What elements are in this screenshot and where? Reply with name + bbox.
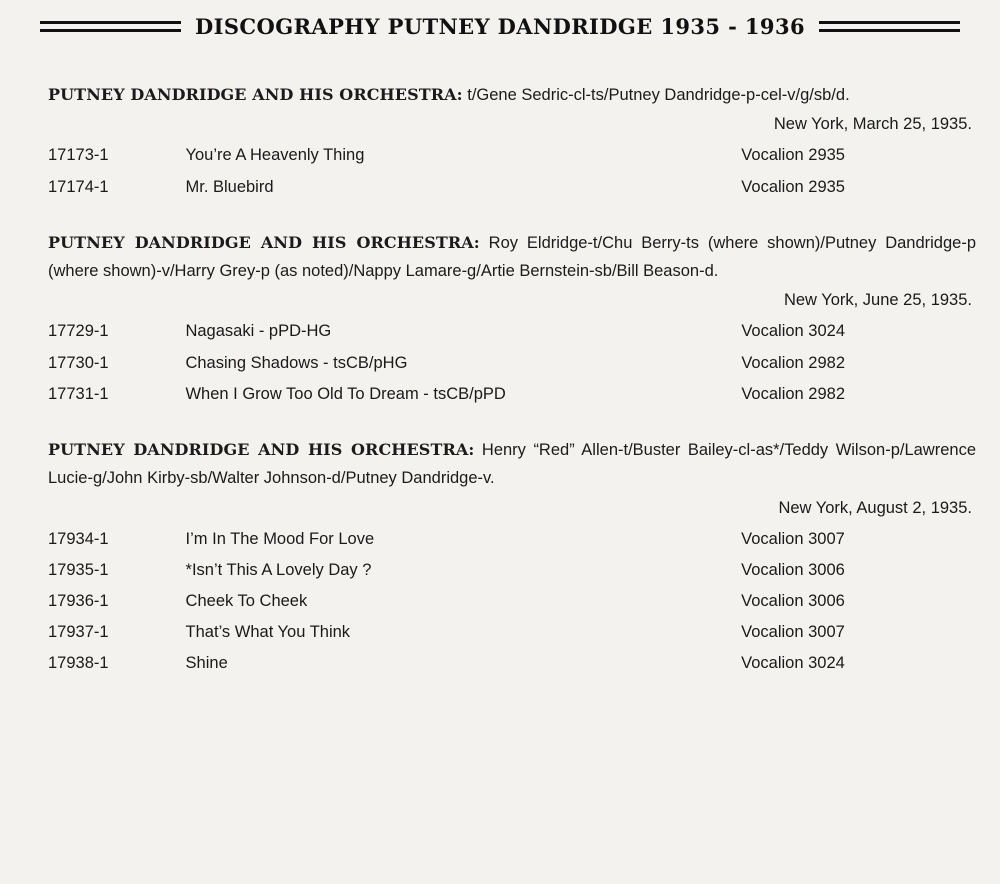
session-block: [48, 229, 986, 410]
session-personnel: [48, 229, 986, 286]
session-place-date: New York, August 2, 1935.: [778, 498, 972, 517]
sessions-list: [0, 39, 1000, 679]
table-row: [48, 617, 986, 648]
session-band-name: PUTNEY DANDRIDGE AND HIS ORCHESTRA:: [48, 232, 480, 252]
table-row: [48, 524, 986, 555]
session-personnel: [48, 436, 986, 493]
take-issue-label: Vocalion 3024: [741, 322, 846, 341]
page-title: DISCOGRAPHY PUTNEY DANDRIDGE 1935 - 1936: [195, 14, 805, 39]
table-row: [48, 648, 986, 679]
take-issue-label: Vocalion 2935: [741, 177, 845, 196]
table-row: [48, 172, 986, 203]
take-issue-label: Vocalion 3006: [741, 591, 845, 610]
takes-table: [48, 524, 986, 680]
take-matrix-number: 17934-1: [48, 529, 109, 548]
take-title: Cheek To Cheek: [185, 591, 308, 610]
table-row: [48, 140, 986, 171]
take-matrix-number: 17937-1: [48, 623, 109, 641]
double-rule-left-icon: [40, 21, 181, 32]
take-issue-label: Vocalion 3024: [741, 654, 845, 673]
take-title: When I Grow Too Old To Dream - tsCB/pPD: [185, 384, 506, 403]
page-header: [0, 0, 1000, 39]
session-personnel: [48, 81, 986, 109]
take-matrix-number: 17731-1: [48, 384, 109, 403]
table-row: [48, 379, 986, 410]
table-row: [48, 348, 986, 379]
session-band-name: PUTNEY DANDRIDGE AND HIS ORCHESTRA:: [48, 439, 475, 459]
take-matrix-number: 17935-1: [48, 560, 109, 579]
take-issue-label: Vocalion 2935: [741, 146, 845, 165]
take-title: Chasing Shadows - tsCB/pHG: [185, 353, 408, 372]
take-matrix-number: 17174-1: [48, 177, 109, 196]
take-matrix-number: 17936-1: [48, 591, 109, 610]
take-issue-label: Vocalion 2982: [741, 384, 846, 403]
session-personnel-details: Henry “Red” Allen-t/Buster Bailey-cl-as*/Teddy Wilson-p/Lawrence Lucie-g/John Kirby-sb/Walter Johnson-d/Putney Dandridge-v.: [48, 440, 976, 488]
take-issue-label: Vocalion 3006: [741, 560, 845, 579]
session-band-name: PUTNEY DANDRIDGE AND HIS ORCHESTRA:: [48, 85, 463, 104]
take-issue-label: Vocalion 2982: [741, 353, 846, 372]
take-matrix-number: 17173-1: [48, 146, 109, 165]
take-title: Shine: [185, 654, 228, 673]
session-personnel-details: Roy Eldridge-t/Chu Berry-ts (where shown)/Putney Dandridge-p (where shown)-v/Harry Grey-p (as noted)/Nappy Lamare-g/Artie Bernstein-sb/Bill Beason-d.: [48, 233, 976, 281]
take-matrix-number: 17729-1: [48, 322, 109, 341]
take-title: You’re A Heavenly Thing: [185, 146, 365, 165]
session-personnel-details: t/Gene Sedric-cl-ts/Putney Dandridge-p-cel-v/g/sb/d.: [462, 86, 850, 104]
table-row: [48, 586, 986, 617]
takes-table: [48, 316, 986, 409]
session-block: [48, 81, 986, 203]
take-matrix-number: 17730-1: [48, 353, 109, 372]
take-title: *Isn’t This A Lovely Day ?: [185, 560, 372, 579]
take-title: Mr. Bluebird: [185, 177, 274, 196]
take-title: I’m In The Mood For Love: [185, 529, 375, 548]
take-title: That’s What You Think: [185, 623, 351, 641]
session-block: [48, 436, 986, 679]
table-row: [48, 555, 986, 586]
table-row: [48, 316, 986, 347]
session-place-date: New York, March 25, 1935.: [773, 115, 972, 134]
session-place-date: New York, June 25, 1935.: [783, 291, 972, 310]
take-matrix-number: 17938-1: [48, 654, 109, 673]
take-issue-label: Vocalion 3007: [741, 529, 845, 548]
takes-table: [48, 140, 986, 202]
double-rule-right-icon: [819, 21, 960, 32]
take-issue-label: Vocalion 3007: [741, 623, 845, 641]
take-title: Nagasaki - pPD-HG: [185, 322, 332, 341]
